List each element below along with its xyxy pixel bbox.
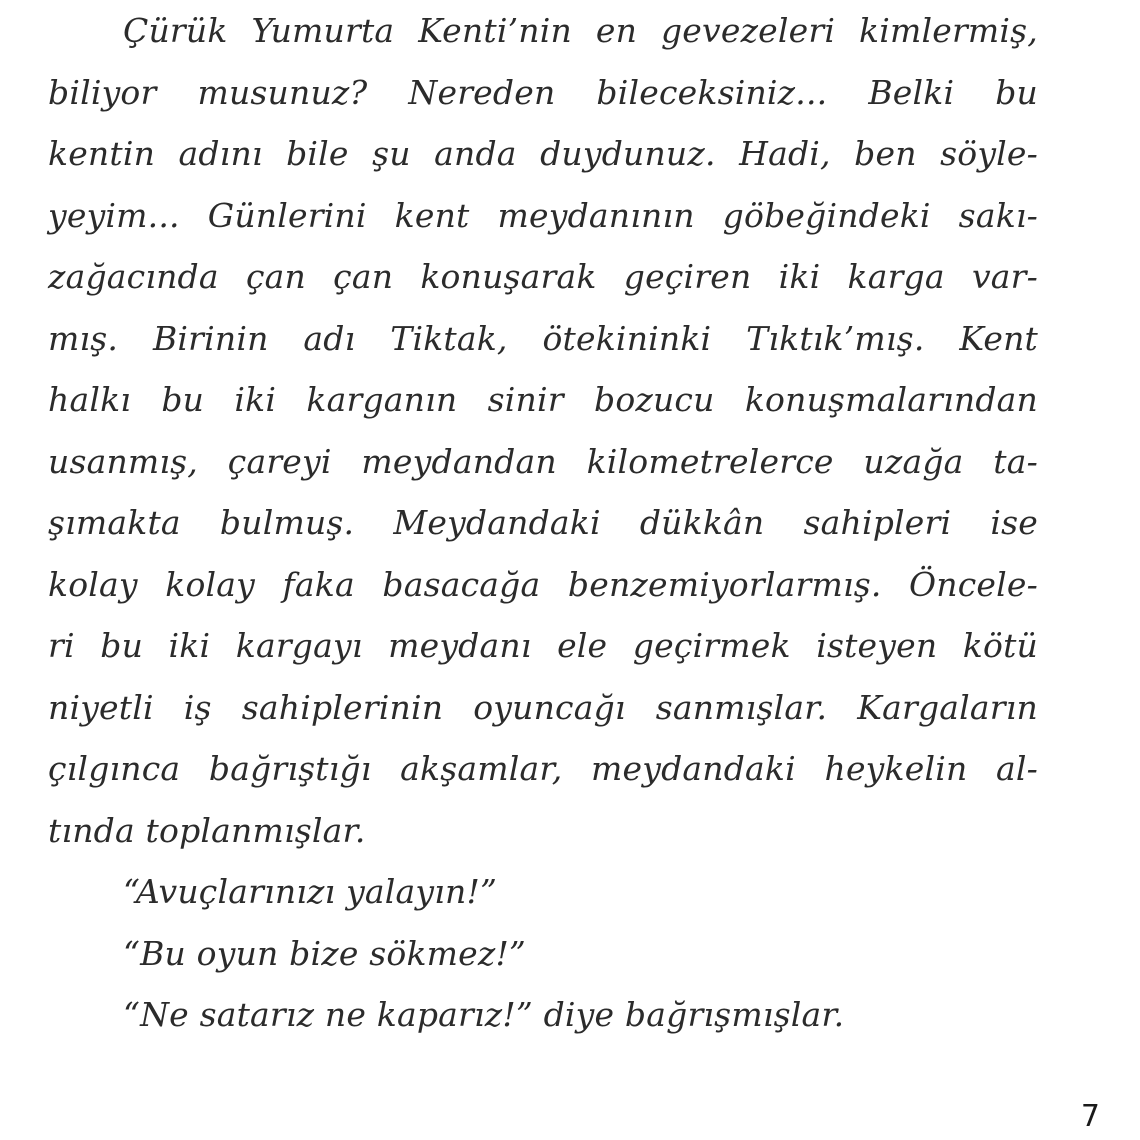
paragraph-line: kolay kolay faka basacağa benzemiyorlarmış. Öncele- [48,564,1038,604]
paragraph-line: şımakta bulmuş. Meydandaki dükkân sahipleri ise [48,503,1038,542]
paragraph-line: zağacında çan çan konuşarak geçiren iki karga var- [48,257,1038,296]
dialogue-line: “Bu oyun bize sökmez!” [123,933,526,973]
paragraph-line: biliyor musunuz? Nereden bileceksiniz... Belki bu [48,72,1038,112]
paragraph-line: tında toplanmışlar. [48,810,366,850]
paragraph-line: halkı bu iki karganın sinir bozucu konuşmalarından [48,380,1038,419]
paragraph-line: ri bu iki kargayı meydanı ele geçirmek isteyen kötü [48,626,1038,665]
story-text [48,0,1038,1046]
paragraph-line: çılgınca bağrıştığı akşamlar, meydandaki heykelin al- [48,749,1038,788]
paragraph-line: mış. Birinin adı Tiktak, ötekininki Tıktık’mış. Kent [48,318,1038,358]
dialogue-line: “Ne satarız ne kaparız!” diye bağrışmışlar. [123,995,845,1034]
paragraph-line: usanmış, çareyi meydandan kilometrelerce uzağa ta- [48,441,1038,481]
paragraph-line: yeyim... Günlerini kent meydanının göbeğindeki sakı- [48,195,1038,235]
dialogue-line: “Avuçlarınızı yalayın!” [123,872,498,911]
paragraph-line: Çürük Yumurta Kenti’nin en gevezeleri kimlermiş, [123,11,1038,50]
paragraph-line: kentin adını bile şu anda duydunuz. Hadi, ben söyle- [48,134,1038,173]
paragraph-line: niyetli iş sahiplerinin oyuncağı sanmışlar. Kargaların [48,687,1038,727]
page-number: 7 [1080,1099,1100,1134]
